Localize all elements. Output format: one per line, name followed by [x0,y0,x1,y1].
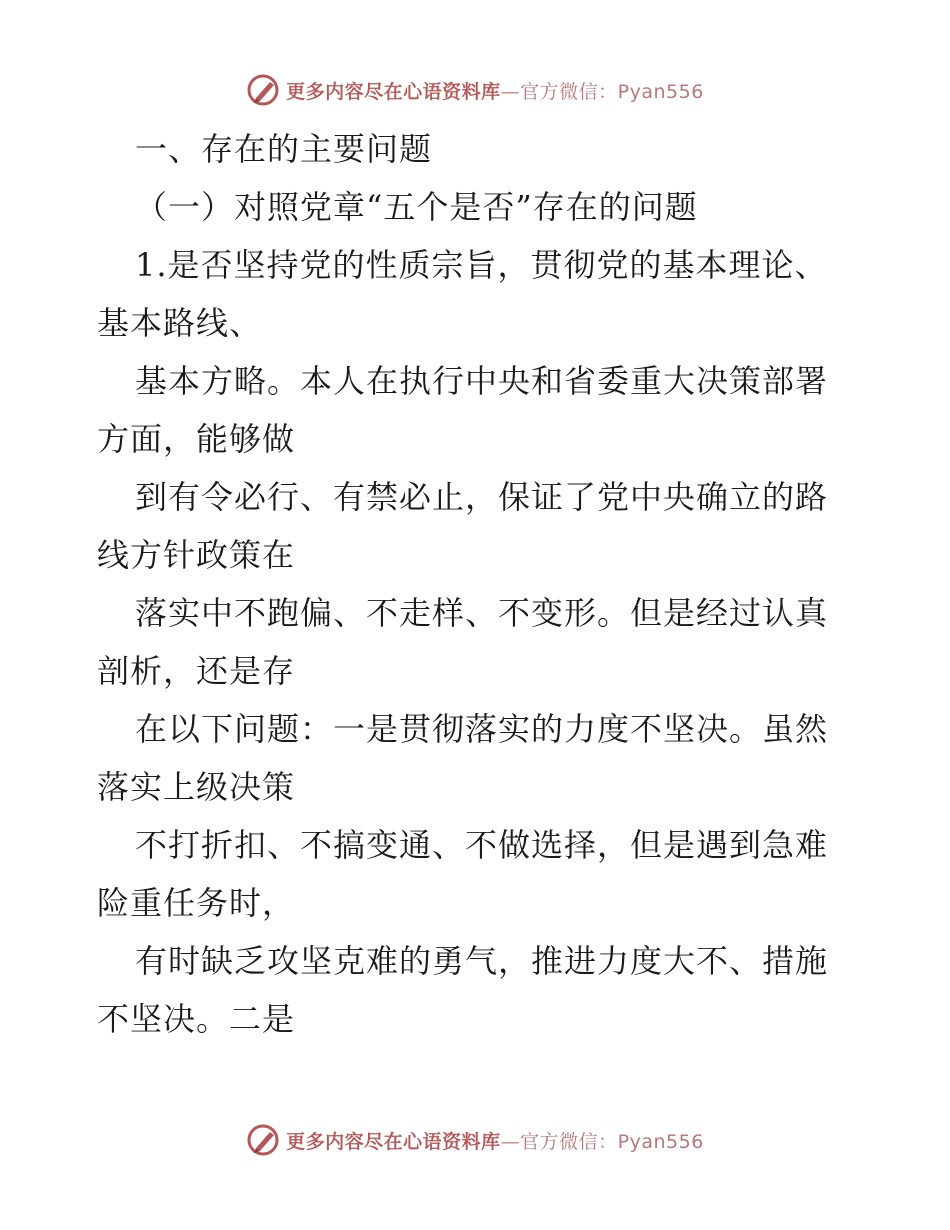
paragraph-line: 到有令必行、有禁必止，保证了党中央确立的路 [135,478,829,516]
document-body [97,120,857,1048]
paragraph-line: 1.是否坚持党的性质宗旨，贯彻党的基本理论、 [135,246,828,284]
watermark-main: 更多内容尽在心语资料库 [286,1130,501,1153]
header-watermark [0,70,950,110]
watermark-side: 官方微信：Pyan556 [520,80,704,103]
pen-logo-icon [246,1122,282,1158]
paragraph-line: 落实上级决策 [97,768,296,806]
paragraph-line: 不打折扣、不搞变通、不做选择，但是遇到急难 [135,826,829,864]
paragraph-line: 在以下问题：一是贯彻落实的力度不坚决。虽然 [135,710,829,748]
footer-watermark [0,1120,950,1160]
paragraph-line: 剖析，还是存 [97,652,296,690]
watermark-dash: — [500,80,521,103]
paragraph-line: 不坚决。二是 [97,1000,296,1038]
watermark-dash: — [500,1130,521,1153]
watermark-text [286,1127,704,1154]
paragraph-line: 落实中不跑偏、不走样、不变形。但是经过认真 [135,594,829,632]
paragraph-line: 基本路线、 [97,304,263,342]
section-heading: 一、存在的主要问题 [135,130,433,168]
watermark-main: 更多内容尽在心语资料库 [286,80,501,103]
watermark-text [286,77,704,104]
paragraph-line: 方面，能够做 [97,420,296,458]
paragraph-line: 险重任务时， [97,884,296,922]
watermark-side: 官方微信：Pyan556 [520,1130,704,1153]
paragraph-line: 有时缺乏攻坚克难的勇气，推进力度大不、措施 [135,942,829,980]
pen-logo-icon [246,72,282,108]
paragraph-line: 基本方略。本人在执行中央和省委重大决策部署 [135,362,829,400]
subsection-heading: （一）对照党章“五个是否”存在的问题 [135,188,698,226]
paragraph-line: 线方针政策在 [97,536,296,574]
